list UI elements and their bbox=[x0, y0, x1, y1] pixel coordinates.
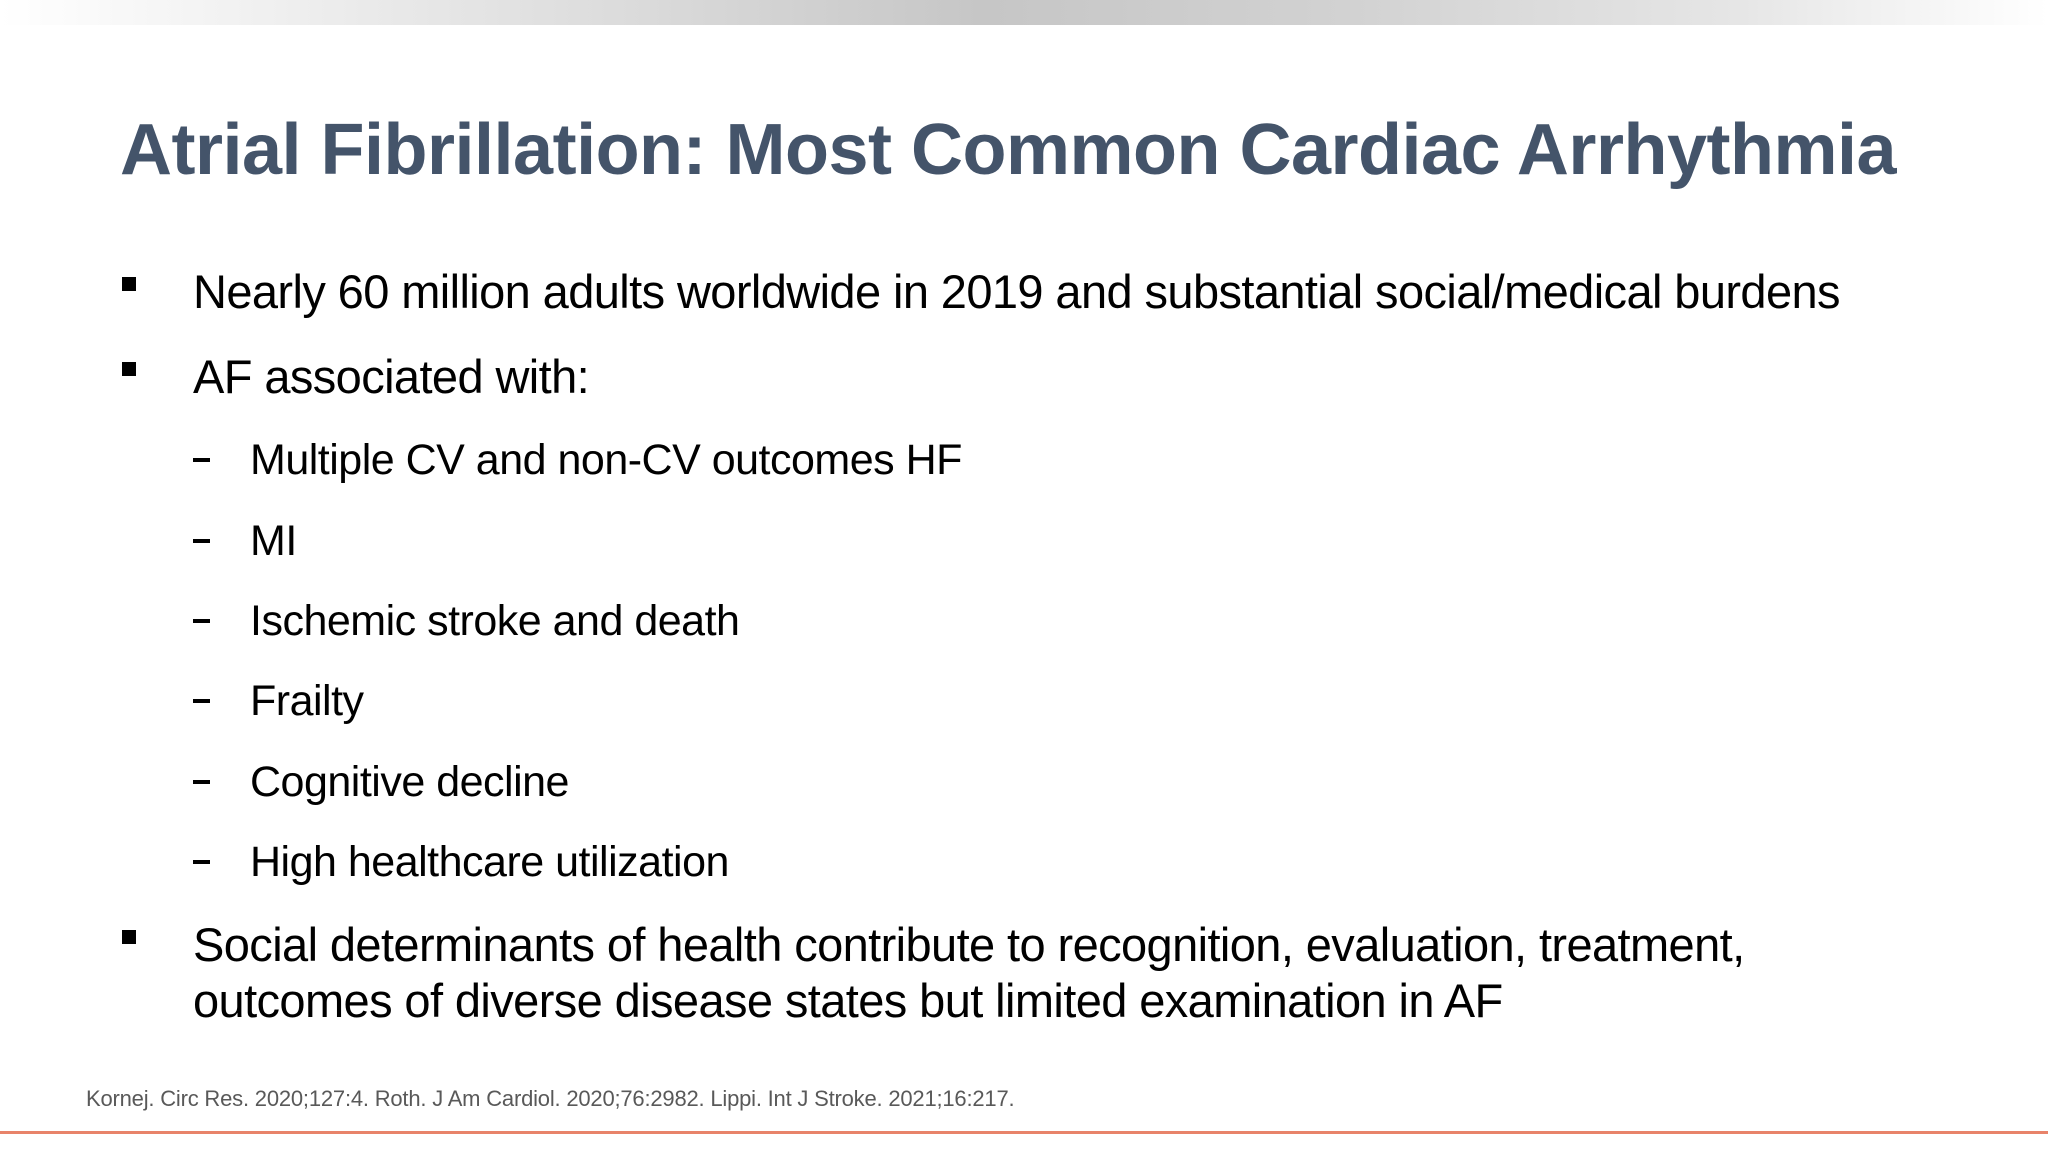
dash-bullet-icon bbox=[193, 699, 210, 703]
slide-title: Atrial Fibrillation: Most Common Cardiac Arrhythmia bbox=[120, 110, 1897, 190]
sub-bullet-text: Multiple CV and non-CV outcomes HF bbox=[250, 436, 962, 484]
sub-bullet-item bbox=[0, 434, 2048, 486]
top-gradient-bar bbox=[0, 0, 2048, 25]
sub-bullet-text: MI bbox=[250, 517, 297, 565]
bottom-accent-rule bbox=[0, 1131, 2048, 1134]
sub-bullet-text: Frailty bbox=[250, 677, 364, 725]
bullet-text: Nearly 60 million adults worldwide in 2019 and substantial social/medical burdens bbox=[193, 265, 1840, 318]
sub-bullet-item bbox=[0, 836, 2048, 888]
sub-bullet-item bbox=[0, 756, 2048, 808]
bullet-text-line: outcomes of diverse disease states but limited examination in AF bbox=[193, 974, 1503, 1027]
square-bullet-icon bbox=[122, 362, 136, 376]
sub-bullet-text: Cognitive decline bbox=[250, 758, 569, 806]
bullet-item bbox=[0, 917, 2048, 1029]
bullet-item bbox=[0, 264, 2048, 320]
bullet-item bbox=[0, 349, 2048, 405]
square-bullet-icon bbox=[122, 277, 136, 291]
bullet-text-multiline bbox=[193, 917, 1745, 1029]
references-footnote: Kornej. Circ Res. 2020;127:4. Roth. J Am Cardiol. 2020;76:2982. Lippi. Int J Stroke. 2021;16:217. bbox=[86, 1086, 1015, 1111]
square-bullet-icon bbox=[122, 930, 136, 944]
dash-bullet-icon bbox=[193, 458, 210, 462]
dash-bullet-icon bbox=[193, 619, 210, 623]
sub-bullet-item bbox=[0, 675, 2048, 727]
bullet-text-line: Social determinants of health contribute to recognition, evaluation, treatment, bbox=[193, 918, 1745, 971]
sub-bullet-item bbox=[0, 515, 2048, 567]
sub-bullet-text: Ischemic stroke and death bbox=[250, 597, 740, 645]
bullet-text: AF associated with: bbox=[193, 350, 590, 403]
sub-bullet-text: High healthcare utilization bbox=[250, 838, 729, 886]
dash-bullet-icon bbox=[193, 860, 210, 864]
dash-bullet-icon bbox=[193, 539, 210, 543]
dash-bullet-icon bbox=[193, 780, 210, 784]
sub-bullet-item bbox=[0, 595, 2048, 647]
